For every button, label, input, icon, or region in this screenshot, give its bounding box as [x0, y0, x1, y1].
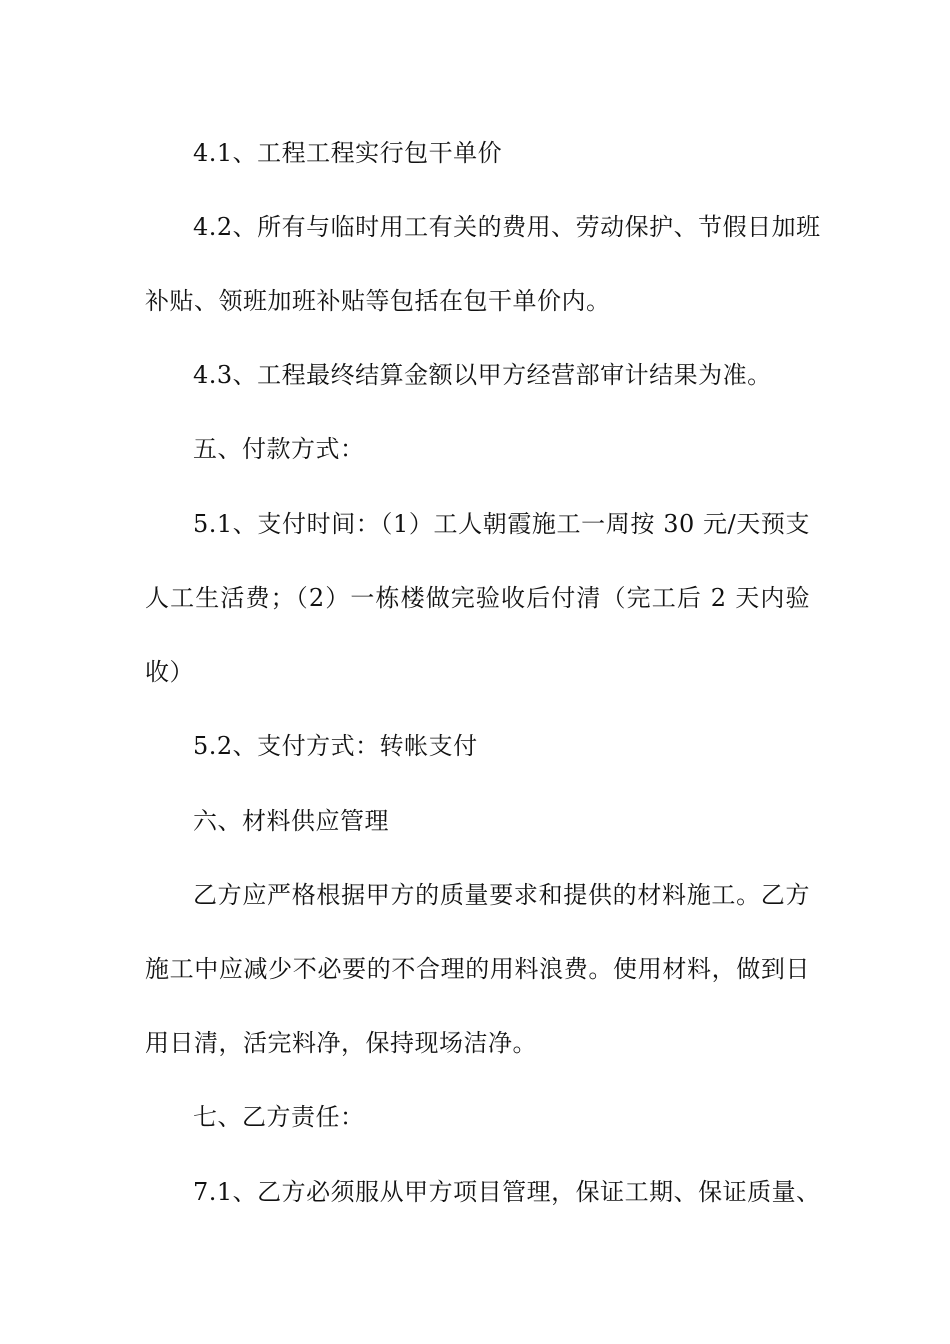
clause-5-1-line-1: 5.1、支付时间：（1）工人朝霞施工一周按 30 元/天预支 [193, 510, 810, 538]
clause-5-1-line-2: 人工生活费；（2）一栋楼做完验收后付清（完工后 2 天内验 [145, 584, 810, 612]
section-6-para-line-1: 乙方应严格根据甲方的质量要求和提供的材料施工。乙方 [193, 881, 810, 909]
section-6-para-line-2: 施工中应减少不必要的不合理的用料浪费。使用材料，做到日 [145, 955, 810, 983]
section-6-para-line-3: 用日清，活完料净，保持现场洁净。 [145, 1029, 537, 1057]
clause-7-1-line-1: 7.1、乙方必须服从甲方项目管理，保证工期、保证质量、 [193, 1178, 821, 1206]
section-6-heading: 六、材料供应管理 [193, 807, 389, 835]
clause-4-1: 4.1、工程工程实行包干单价 [193, 139, 503, 167]
clause-4-3: 4.3、工程最终结算金额以甲方经营部审计结果为准。 [193, 361, 772, 389]
clause-4-2-line-1: 4.2、所有与临时用工有关的费用、劳动保护、节假日加班 [193, 213, 821, 241]
clause-5-2: 5.2、支付方式：转帐支付 [193, 732, 478, 760]
clause-4-2-line-2: 补贴、领班加班补贴等包括在包干单价内。 [145, 287, 611, 315]
section-7-heading: 七、乙方责任： [193, 1103, 365, 1131]
clause-5-1-line-3: 收） [145, 658, 194, 686]
section-5-heading: 五、付款方式： [193, 435, 365, 463]
